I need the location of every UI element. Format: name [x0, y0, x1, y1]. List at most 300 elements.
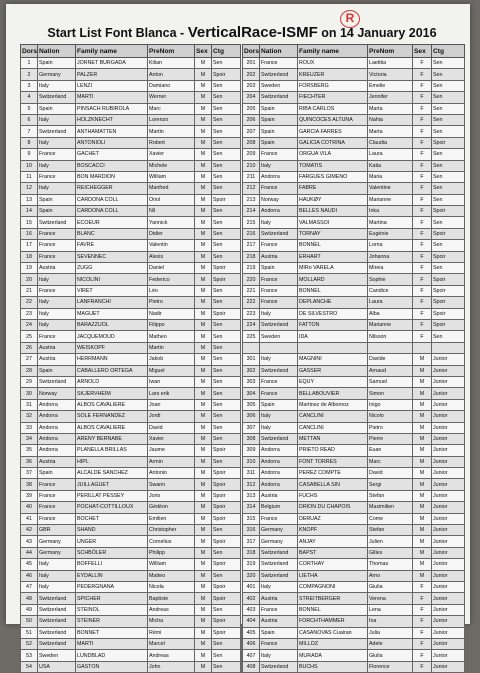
cell-family-name: BARAZZUOL — [76, 319, 148, 330]
cell-ctg: Spoir — [212, 502, 241, 513]
table-row — [21, 206, 241, 217]
cell-ctg: Sen — [432, 217, 465, 228]
cell-nation: Switzerland — [38, 92, 76, 103]
cell-sex: M — [413, 536, 432, 547]
cell-sex: M — [195, 638, 212, 649]
cell-family-name: FUCHS — [298, 490, 368, 501]
cell-nation: Austria — [38, 456, 76, 467]
cell-dors: 306 — [243, 411, 260, 422]
cell-sex: M — [195, 547, 212, 558]
table-row — [21, 217, 241, 228]
table-row — [21, 80, 241, 91]
cell-sex: M — [413, 411, 432, 422]
table-row — [243, 650, 465, 661]
cell-sex: M — [413, 445, 432, 456]
table-row — [243, 206, 465, 217]
cell-nation: Switzerland — [38, 593, 76, 604]
cell-nation: Switzerland — [260, 547, 298, 558]
cell-dors: 211 — [243, 171, 260, 182]
cell-ctg: Junior — [432, 479, 465, 490]
cell-dors: 19 — [21, 263, 38, 274]
table-row — [243, 103, 465, 114]
table-row — [243, 479, 465, 490]
cell-family-name: CARDONA COLL — [76, 194, 148, 205]
cell-sex: M — [413, 399, 432, 410]
cell-nation: France — [260, 285, 298, 296]
cell-prenom: Anton — [148, 69, 195, 80]
cell-ctg: Sen — [432, 263, 465, 274]
cell-prenom: Xavier — [148, 433, 195, 444]
cell-dors: 39 — [21, 490, 38, 501]
cell-sex: M — [195, 661, 212, 672]
cell-prenom: Gédéon — [148, 502, 195, 513]
cell-prenom: Candice — [368, 285, 413, 296]
cell-prenom: Maria — [368, 171, 413, 182]
cell-nation: Andorra — [260, 171, 298, 182]
cell-family-name: GACHET — [76, 149, 148, 160]
table-row — [243, 263, 465, 274]
cell-ctg: Sen — [432, 58, 465, 69]
cell-family-name: EYDALLIN — [76, 570, 148, 581]
cell-ctg: Spoir — [212, 559, 241, 570]
table-row — [21, 331, 241, 342]
cell-family-name: HIPL — [76, 456, 148, 467]
cell-nation: Spain — [260, 137, 298, 148]
cell-ctg: Sen — [432, 171, 465, 182]
cell-ctg: Spoir — [212, 468, 241, 479]
cell-family-name: STEINER — [76, 616, 148, 627]
cell-prenom: Xavier — [148, 149, 195, 160]
cell-nation: Belgium — [260, 502, 298, 513]
cell-ctg: Spoir — [212, 627, 241, 638]
cell-prenom: Léo — [148, 285, 195, 296]
cell-dors: 31 — [21, 399, 38, 410]
table-row — [243, 69, 465, 80]
table-row — [21, 536, 241, 547]
cell-sex: F — [413, 206, 432, 217]
table-row — [21, 638, 241, 649]
cell-dors: 317 — [243, 536, 260, 547]
cell-sex: F — [413, 240, 432, 251]
cell-dors: 402 — [243, 593, 260, 604]
table-row — [21, 285, 241, 296]
cell-prenom: Manfred — [148, 183, 195, 194]
table-row — [243, 149, 465, 160]
cell-nation — [260, 342, 298, 353]
cell-nation: France — [38, 251, 76, 262]
cell-family-name: REICHEGGER — [76, 183, 148, 194]
cell-dors: 27 — [21, 354, 38, 365]
cell-ctg: Junior — [432, 661, 465, 672]
cell-ctg: Spoir — [212, 308, 241, 319]
column-header-sex: Sex — [195, 45, 212, 58]
cell-sex: M — [413, 365, 432, 376]
cell-dors: 217 — [243, 240, 260, 251]
cell-dors: 2 — [21, 69, 38, 80]
cell-family-name: VIRET — [76, 285, 148, 296]
table-row — [21, 251, 241, 262]
cell-prenom: Nilsson — [368, 331, 413, 342]
cell-prenom — [368, 342, 413, 353]
cell-prenom: Jordi — [148, 411, 195, 422]
cell-nation: Sweden — [260, 331, 298, 342]
cell-dors: 3 — [21, 80, 38, 91]
cell-nation: Germany — [260, 525, 298, 536]
cell-nation: Switzerland — [38, 217, 76, 228]
cell-nation: France — [38, 171, 76, 182]
cell-nation: Italy — [38, 160, 76, 171]
cell-ctg: Sen — [432, 80, 465, 91]
cell-nation: France — [38, 513, 76, 524]
cell-nation: Italy — [38, 183, 76, 194]
cell-prenom: Laetitia — [368, 58, 413, 69]
cell-sex: M — [195, 581, 212, 592]
cell-dors: 320 — [243, 570, 260, 581]
table-row — [21, 69, 241, 80]
cell-family-name: ZUGG — [76, 263, 148, 274]
cell-nation: Italy — [260, 650, 298, 661]
cell-prenom: Daniel — [148, 263, 195, 274]
table-row — [21, 319, 241, 330]
cell-family-name: MARTI — [76, 92, 148, 103]
cell-dors: 18 — [21, 251, 38, 262]
table-row — [21, 263, 241, 274]
cell-nation: Switzerland — [260, 365, 298, 376]
cell-sex: M — [195, 433, 212, 444]
cell-prenom: Baptiste — [148, 593, 195, 604]
cell-ctg: Sen — [212, 217, 241, 228]
table-row — [21, 456, 241, 467]
cell-nation: Switzerland — [38, 376, 76, 387]
cell-nation: Austria — [260, 251, 298, 262]
cell-dors: 10 — [21, 160, 38, 171]
cell-ctg: Sen — [212, 331, 241, 342]
cell-ctg: Sen — [212, 92, 241, 103]
cell-sex: M — [195, 354, 212, 365]
cell-prenom: Eugénie — [368, 228, 413, 239]
table-row — [243, 616, 465, 627]
cell-dors: 40 — [21, 502, 38, 513]
cell-prenom: Yannick — [148, 217, 195, 228]
cell-ctg: Junior — [432, 581, 465, 592]
cell-nation: France — [38, 285, 76, 296]
cell-sex: M — [195, 217, 212, 228]
cell-nation: Italy — [260, 160, 298, 171]
cell-nation: Andorra — [38, 433, 76, 444]
cell-sex: M — [195, 58, 212, 69]
cell-prenom: Lars erik — [148, 388, 195, 399]
table-row — [21, 103, 241, 114]
cell-ctg: Spoir — [212, 593, 241, 604]
cell-dors: 303 — [243, 376, 260, 387]
table-row — [243, 126, 465, 137]
cell-sex: M — [195, 103, 212, 114]
cell-sex: M — [195, 456, 212, 467]
table-row — [21, 297, 241, 308]
cell-sex: M — [195, 616, 212, 627]
cell-family-name: CASANOVAS Cuairan — [298, 627, 368, 638]
cell-ctg: Sen — [432, 149, 465, 160]
cell-sex: F — [413, 627, 432, 638]
cell-dors: 301 — [243, 354, 260, 365]
table-row — [243, 502, 465, 513]
table-row — [243, 433, 465, 444]
start-list-sheet — [6, 4, 470, 670]
table-row — [21, 627, 241, 638]
cell-nation: Switzerland — [38, 638, 76, 649]
cell-nation: Switzerland — [260, 92, 298, 103]
cell-family-name: BOFFELLI — [76, 559, 148, 570]
start-list-table-left — [20, 44, 241, 673]
cell-dors: 37 — [21, 468, 38, 479]
cell-dors: 319 — [243, 559, 260, 570]
cell-prenom: Werner — [148, 92, 195, 103]
cell-prenom: Pietro — [148, 297, 195, 308]
cell-sex — [413, 342, 432, 353]
cell-nation: Andorra — [260, 456, 298, 467]
table-row — [243, 342, 465, 353]
cell-sex: F — [413, 581, 432, 592]
cell-family-name: UNGER — [76, 536, 148, 547]
cell-sex: M — [195, 126, 212, 137]
cell-sex: M — [195, 114, 212, 125]
cell-family-name: HAUKØY — [298, 194, 368, 205]
cell-prenom: Marta — [368, 126, 413, 137]
cell-ctg: Sen — [212, 228, 241, 239]
cell-ctg: Junior — [432, 354, 465, 365]
cell-sex: F — [413, 217, 432, 228]
cell-nation: France — [38, 331, 76, 342]
table-row — [243, 422, 465, 433]
cell-family-name: HERRMANN — [76, 354, 148, 365]
cell-family-name: ORGUA VILA — [298, 149, 368, 160]
cell-prenom: Joan — [148, 399, 195, 410]
cell-dors: 24 — [21, 319, 38, 330]
table-row — [243, 559, 465, 570]
table-row — [21, 342, 241, 353]
cell-sex: F — [413, 593, 432, 604]
cell-sex: F — [413, 331, 432, 342]
cell-prenom: Lena — [368, 604, 413, 615]
cell-dors: 51 — [21, 627, 38, 638]
cell-dors: 4 — [21, 92, 38, 103]
cell-sex: M — [195, 194, 212, 205]
title-prefix: Start List Font Blanca - — [47, 26, 188, 40]
cell-ctg: Junior — [432, 650, 465, 661]
cell-prenom: Philipp — [148, 547, 195, 558]
table-row — [21, 422, 241, 433]
column-header-prenom: PreNom — [148, 45, 195, 58]
cell-family-name: MIRo VARELA — [298, 263, 368, 274]
cell-prenom: Mireia — [368, 263, 413, 274]
cell-sex: M — [195, 411, 212, 422]
cell-dors: 14 — [21, 206, 38, 217]
table-row — [21, 650, 241, 661]
cell-prenom: Marianne — [368, 194, 413, 205]
cell-nation: Switzerland — [38, 126, 76, 137]
table-row — [21, 114, 241, 125]
cell-dors: 408 — [243, 661, 260, 672]
cell-dors: 202 — [243, 69, 260, 80]
table-row — [243, 92, 465, 103]
cell-dors: 21 — [21, 285, 38, 296]
cell-nation: Spain — [260, 114, 298, 125]
cell-ctg: Sen — [212, 103, 241, 114]
table-row — [21, 525, 241, 536]
cell-family-name: SPICHER — [76, 593, 148, 604]
cell-ctg: Spoir — [212, 445, 241, 456]
cell-sex: F — [413, 114, 432, 125]
cell-dors: 33 — [21, 422, 38, 433]
cell-sex: M — [195, 92, 212, 103]
cell-sex: M — [413, 433, 432, 444]
cell-sex: M — [413, 513, 432, 524]
table-row — [243, 240, 465, 251]
cell-ctg: Junior — [432, 525, 465, 536]
cell-dors: 7 — [21, 126, 38, 137]
table-row — [21, 149, 241, 160]
table-row — [21, 240, 241, 251]
column-header-dors: Dors — [21, 45, 38, 58]
cell-ctg: Junior — [432, 399, 465, 410]
cell-ctg: Spoir — [432, 297, 465, 308]
cell-ctg: Sen — [212, 456, 241, 467]
cell-nation: France — [38, 490, 76, 501]
table-row — [243, 445, 465, 456]
cell-family-name: CABALLERO ORTEGA — [76, 365, 148, 376]
cell-sex: M — [195, 206, 212, 217]
cell-dors: 204 — [243, 92, 260, 103]
cell-ctg: Sen — [212, 171, 241, 182]
table-row — [21, 376, 241, 387]
cell-family-name: JUILLAGUET — [76, 479, 148, 490]
cell-dors: 315 — [243, 513, 260, 524]
cell-family-name: ALCALDE SANCHEZ — [76, 468, 148, 479]
cell-nation: France — [260, 149, 298, 160]
cell-prenom: Andreas — [148, 604, 195, 615]
cell-prenom: Nicolo — [368, 411, 413, 422]
cell-family-name: QUINCOCES ALTUNA — [298, 114, 368, 125]
cell-nation: Spain — [260, 399, 298, 410]
cell-prenom: Joris — [148, 490, 195, 501]
cell-nation: France — [260, 513, 298, 524]
cell-nation: Italy — [38, 297, 76, 308]
table-row — [243, 308, 465, 319]
table-row — [21, 411, 241, 422]
table-row — [21, 616, 241, 627]
cell-sex: M — [195, 536, 212, 547]
cell-dors: 49 — [21, 604, 38, 615]
cell-prenom: Adele — [368, 638, 413, 649]
cell-ctg: Sen — [212, 240, 241, 251]
cell-ctg: Sen — [212, 570, 241, 581]
cell-dors: 17 — [21, 240, 38, 251]
cell-nation: USA — [38, 661, 76, 672]
cell-family-name: GASTON — [76, 661, 148, 672]
cell-sex: M — [413, 479, 432, 490]
cell-nation: France — [260, 58, 298, 69]
table-row — [21, 388, 241, 399]
cell-dors: 314 — [243, 502, 260, 513]
cell-prenom: Verena — [368, 593, 413, 604]
table-row — [243, 536, 465, 547]
cell-ctg: Spoir — [212, 69, 241, 80]
cell-ctg: Junior — [432, 411, 465, 422]
cell-nation: Italy — [38, 137, 76, 148]
cell-family-name: DRION DU CHAPOIS — [298, 502, 368, 513]
cell-prenom: Didier — [148, 228, 195, 239]
table-row — [21, 354, 241, 365]
cell-dors: 29 — [21, 376, 38, 387]
cell-dors: 221 — [243, 285, 260, 296]
cell-prenom: Andreas — [148, 650, 195, 661]
cell-sex: M — [195, 149, 212, 160]
cell-sex: M — [195, 308, 212, 319]
cell-dors: 305 — [243, 399, 260, 410]
cell-nation: Spain — [260, 263, 298, 274]
cell-nation: Italy — [260, 411, 298, 422]
cell-sex: M — [195, 502, 212, 513]
cell-prenom: Inka — [368, 206, 413, 217]
cell-prenom: Pietro — [368, 422, 413, 433]
cell-ctg: Junior — [432, 559, 465, 570]
cell-ctg: Sen — [212, 354, 241, 365]
table-row — [21, 661, 241, 672]
cell-prenom: Johanna — [368, 251, 413, 262]
cell-nation: Norway — [38, 388, 76, 399]
cell-nation: France — [260, 183, 298, 194]
cell-dors: 403 — [243, 604, 260, 615]
cell-sex: M — [195, 160, 212, 171]
cell-family-name: MILLOZ — [298, 638, 368, 649]
cell-family-name: PINSACH RUBIROLA — [76, 103, 148, 114]
cell-dors: 310 — [243, 456, 260, 467]
cell-family-name: PEREZ COMPTE — [298, 468, 368, 479]
cell-dors: 48 — [21, 593, 38, 604]
cell-sex: M — [413, 354, 432, 365]
cell-ctg: Spoir — [432, 206, 465, 217]
cell-family-name: FABRE — [298, 183, 368, 194]
cell-prenom: Marta — [368, 103, 413, 114]
table-row — [21, 479, 241, 490]
cell-sex: M — [195, 490, 212, 501]
cell-prenom: Valentine — [368, 183, 413, 194]
cell-prenom: Laura — [368, 149, 413, 160]
cell-prenom: Ina — [368, 616, 413, 627]
cell-nation: Italy — [38, 559, 76, 570]
cell-nation: Switzerland — [260, 570, 298, 581]
cell-ctg: Spoir — [212, 194, 241, 205]
table-row — [243, 171, 465, 182]
cell-family-name: ERHART — [298, 251, 368, 262]
cell-family-name: NICOLINI — [76, 274, 148, 285]
cell-nation: Italy — [38, 308, 76, 319]
cell-sex: M — [195, 650, 212, 661]
table-row — [21, 126, 241, 137]
table-row — [243, 456, 465, 467]
cell-dors: 212 — [243, 183, 260, 194]
cell-ctg: Junior — [432, 536, 465, 547]
table-row — [243, 194, 465, 205]
table-row — [21, 581, 241, 592]
cell-sex: F — [413, 650, 432, 661]
cell-family-name: PLANELLA BRILLAS — [76, 445, 148, 456]
table-row — [243, 228, 465, 239]
column-header-family-name: Family name — [298, 45, 368, 58]
cell-ctg: Junior — [432, 547, 465, 558]
table-row — [21, 399, 241, 410]
cell-sex: M — [195, 365, 212, 376]
